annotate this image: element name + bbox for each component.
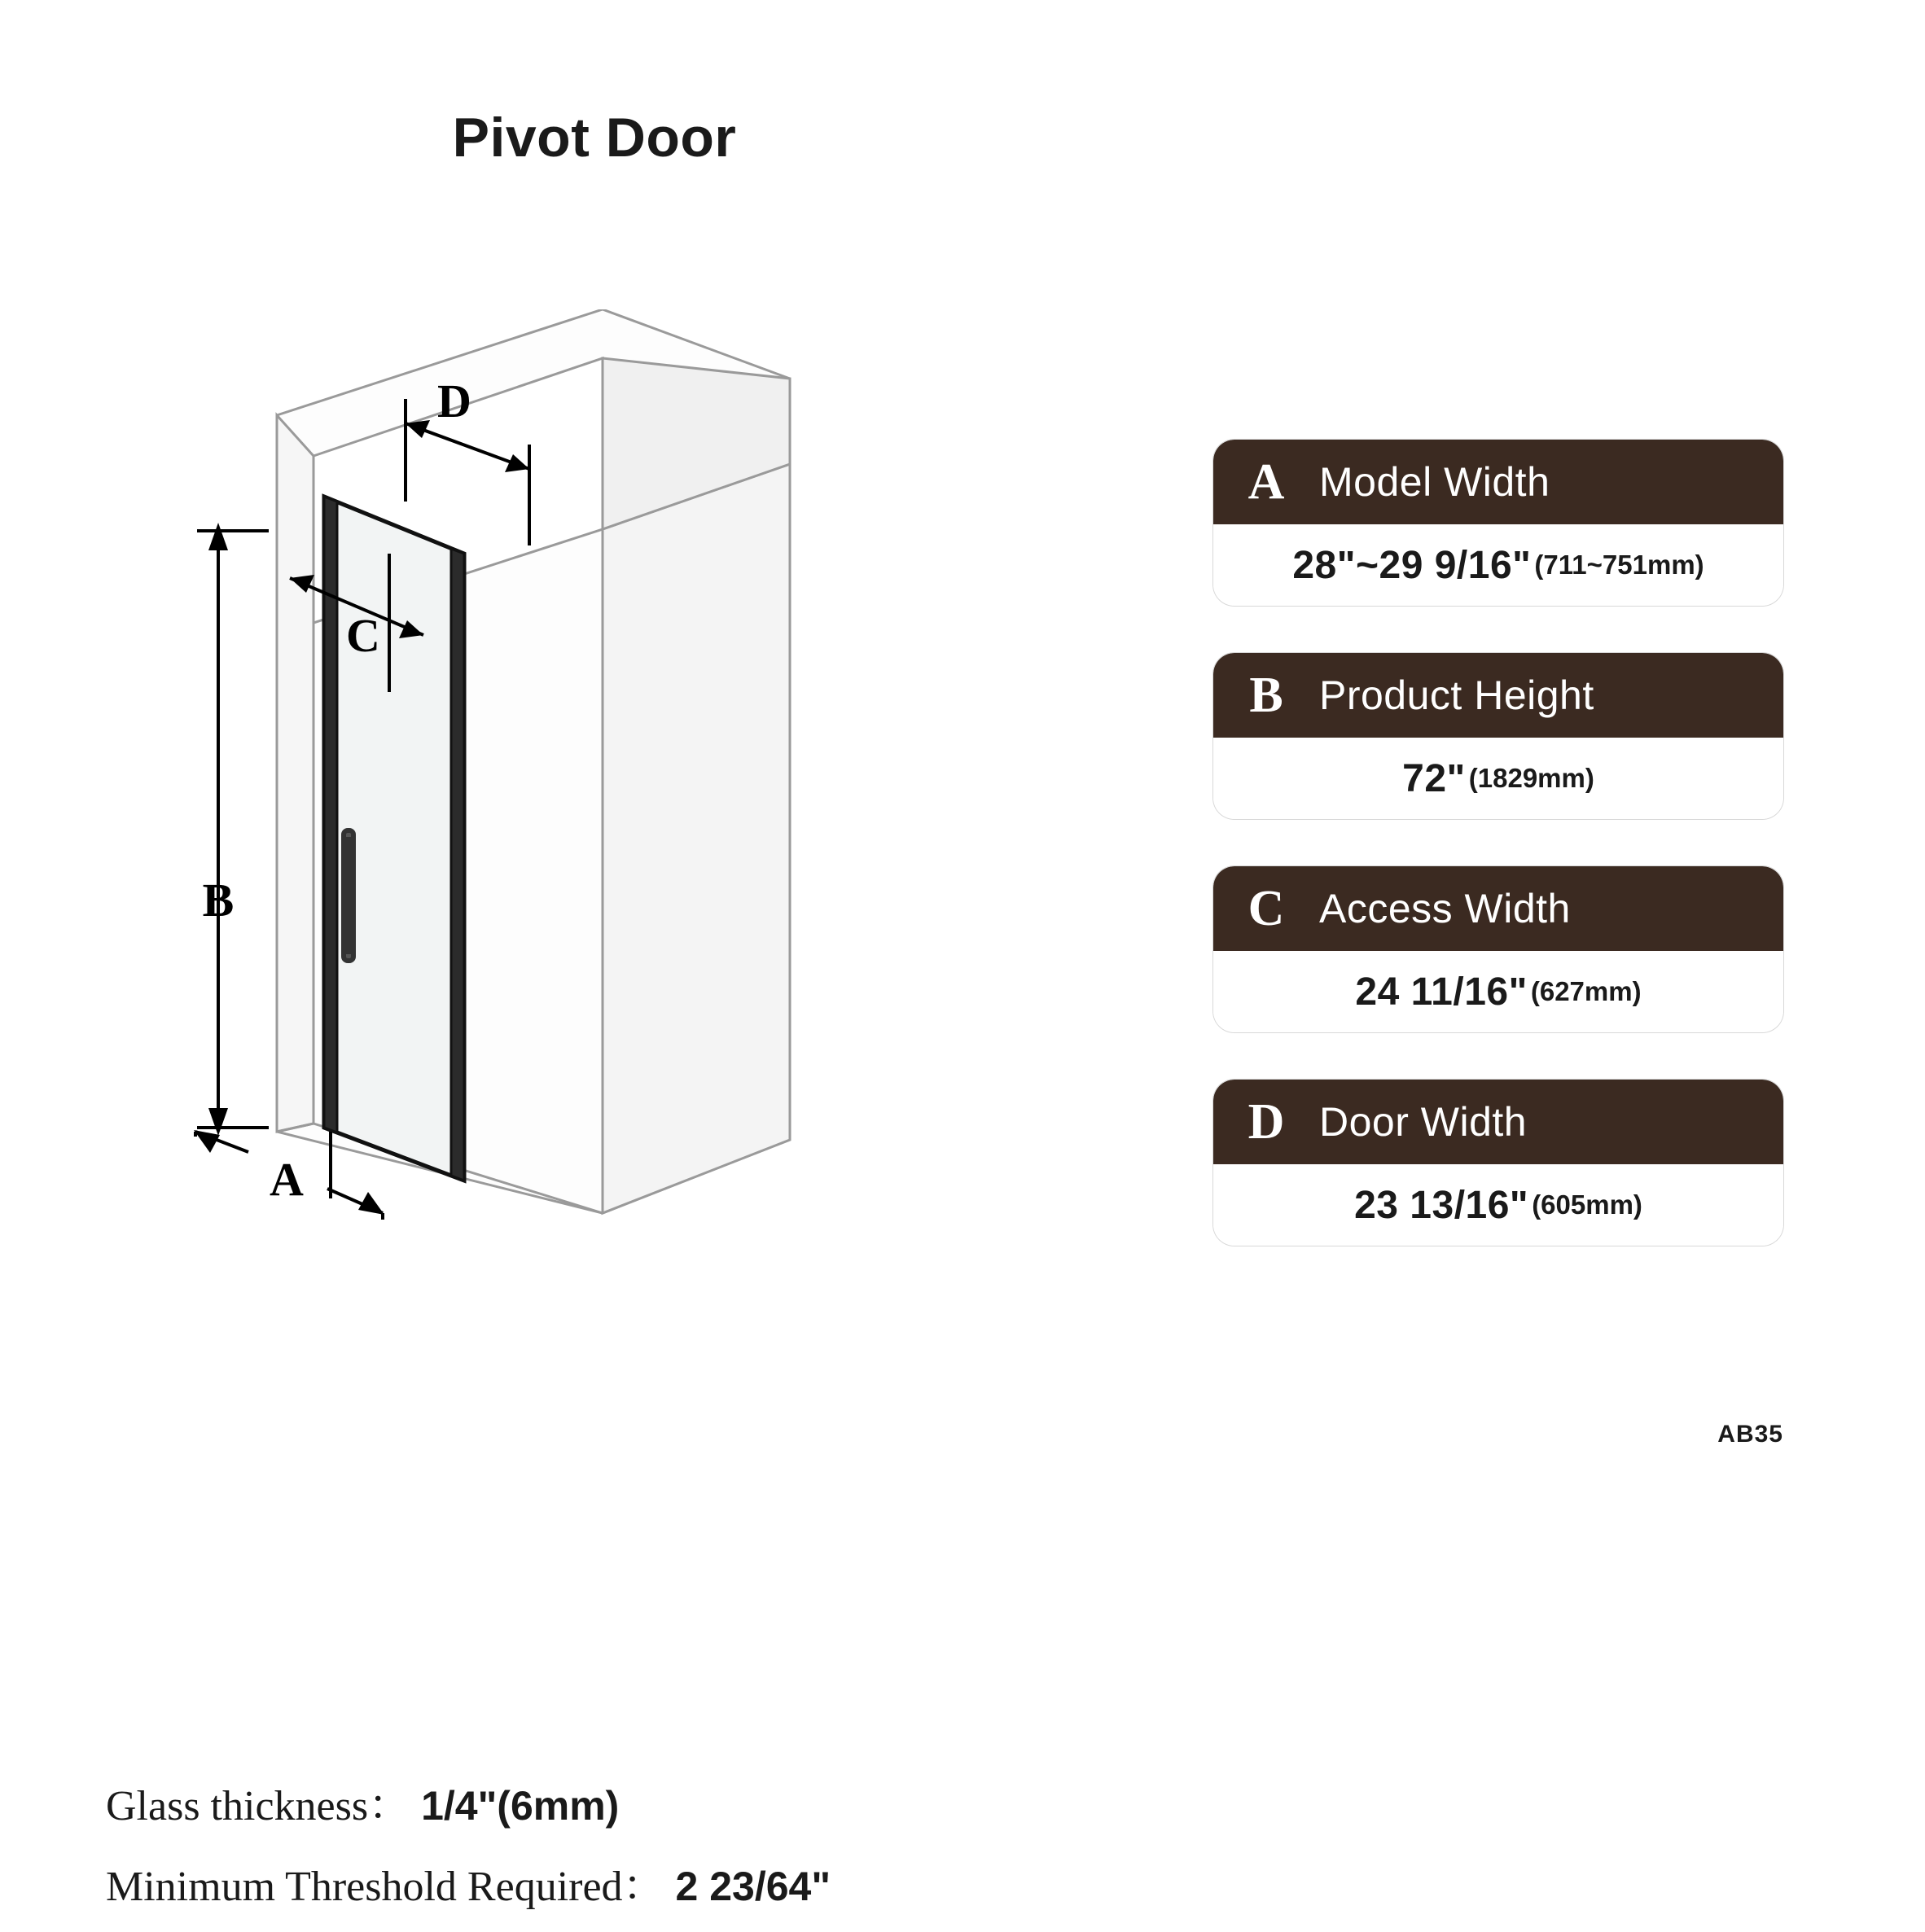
spec-value-mm-c: (627mm): [1530, 976, 1642, 1006]
note-threshold-value: 2 23/64": [675, 1864, 831, 1909]
specification-table: [1213, 440, 1783, 1293]
spec-value-c: [1213, 951, 1783, 1032]
notes-section: [106, 1771, 1409, 1932]
page-title: Pivot Door: [452, 107, 737, 169]
spec-card-d: [1213, 1080, 1783, 1246]
spec-value-a: [1213, 524, 1783, 606]
spec-name-d: Door Width: [1319, 1099, 1528, 1145]
product-dimension-drawing: [147, 309, 1205, 1579]
dimension-label-a: A: [270, 1153, 304, 1206]
spec-value-inches-b: 72": [1402, 756, 1466, 800]
spec-value-mm-d: (605mm): [1532, 1189, 1642, 1220]
spec-name-b: Product Height: [1319, 672, 1594, 718]
spec-card-c: [1213, 866, 1783, 1032]
spec-letter-d: D: [1248, 1093, 1285, 1150]
spec-value-d: [1213, 1164, 1783, 1246]
glass-door-panel: [324, 497, 464, 1181]
spec-header-d: [1213, 1080, 1783, 1164]
note-threshold-label: Minimum Threshold Required：: [106, 1864, 665, 1910]
spec-value-mm-b: (1829mm): [1468, 763, 1594, 793]
spec-header-a: [1213, 440, 1783, 524]
spec-name-a: Model Width: [1319, 459, 1550, 505]
dimension-label-d: D: [437, 375, 471, 427]
dimension-b: [197, 523, 269, 1136]
note-glass-thickness: [106, 1771, 1409, 1832]
spec-letter-c: C: [1248, 880, 1285, 936]
note-glass-thickness-label: Glass thickness：: [106, 1783, 411, 1829]
spec-value-inches-c: 24 11/16": [1355, 970, 1528, 1014]
drawing-svg: [147, 309, 1205, 1579]
spec-letter-b: B: [1249, 667, 1283, 723]
door-handle: [344, 830, 353, 961]
dimension-label-b: B: [202, 874, 235, 927]
spec-value-b: [1213, 738, 1783, 819]
spec-value-inches-d: 23 13/16": [1354, 1183, 1529, 1227]
spec-header-c: [1213, 866, 1783, 951]
spec-value-mm-a: (711~751mm): [1534, 550, 1704, 580]
spec-letter-a: A: [1248, 453, 1285, 510]
spec-value-inches-a: 28"~29 9/16": [1292, 543, 1532, 587]
model-code: AB35: [1717, 1421, 1783, 1448]
spec-card-a: [1213, 440, 1783, 606]
spec-card-b: [1213, 653, 1783, 819]
spec-name-c: Access Width: [1319, 886, 1571, 931]
dimension-label-c: C: [346, 609, 380, 662]
spec-header-b: [1213, 653, 1783, 738]
note-glass-thickness-value: 1/4"(6mm): [421, 1783, 620, 1829]
note-threshold: [106, 1851, 1409, 1912]
